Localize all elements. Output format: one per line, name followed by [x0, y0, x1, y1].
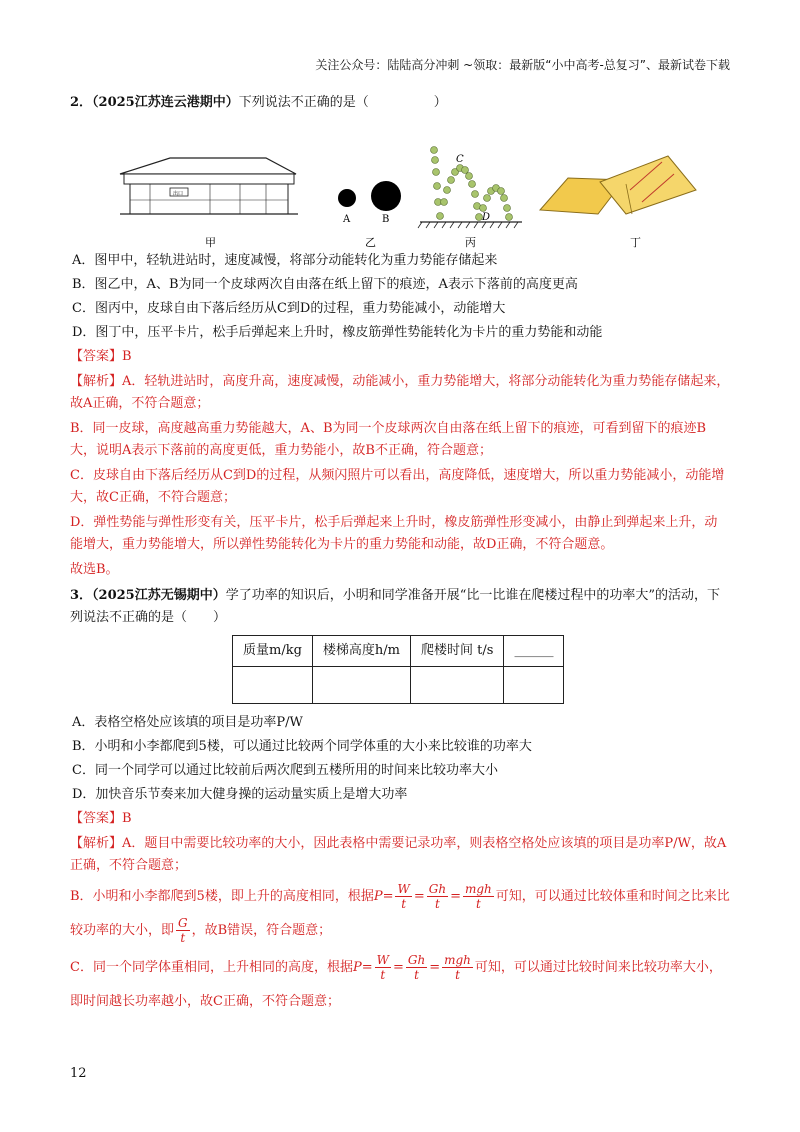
question-2-stem — [70, 92, 730, 114]
figure-jia-station — [120, 158, 298, 214]
table-header-mass: 质量m/kg — [233, 636, 313, 667]
record-table — [232, 635, 564, 704]
fraction-num: Gh — [407, 953, 426, 967]
q3-analysis-c-pre: C．同一个同学体重相同，上升相同的高度，根据 — [70, 960, 353, 975]
fraction-den: t — [455, 968, 460, 982]
q2-option-c: C．图丙中，皮球自由下落后经历从C到D的过程，重力势能减小，动能增大 — [72, 301, 506, 316]
q3-option-c: C．同一个同学可以通过比较前后两次爬到五楼所用的时间来比较功率大小 — [72, 763, 498, 778]
question-2-source: （2025江苏连云港期中） — [92, 95, 239, 110]
q2-option-a: A．图甲中，轻轨进站时，速度减慢，将部分动能转化为重力势能存储起来 — [72, 253, 498, 268]
fraction-den: t — [434, 897, 440, 911]
figure-ding-card — [540, 156, 696, 214]
q3-option-b: B．小明和小李都爬到5楼，可以通过比较两个同学体重的大小来比较谁的功率大 — [72, 739, 532, 754]
table-cell — [504, 667, 564, 704]
q2-analysis-a — [70, 371, 730, 415]
page-header: 关注公众号：陆陆高分冲刺 ~领取：最新版“小中高考-总复习”、最新试卷下载 — [315, 58, 730, 72]
q3-analysis-tag: 【解析】 — [70, 836, 123, 851]
ball-mark-a-label: A — [343, 214, 351, 225]
fraction-gh-t — [427, 882, 448, 911]
q2-option-d: D．图丁中，压平卡片，松手后弹起来上升时，橡皮筋弹性势能转化为卡片的重力势能和动能 — [72, 325, 603, 340]
question-3-number: 3． — [70, 588, 93, 603]
table-cell — [411, 667, 504, 704]
q2-analysis-d: D．弹性势能与弹性形变有关，压平卡片，松手后弹起来上升时，橡皮筋弹性形变减小，由静止到弹起来上升，动能增大，重力势能增大，所以弹性势能转化为卡片的重力势能和动能，故D正确，不符合题意。 — [70, 515, 718, 552]
q3-analysis-b-post: ，故B错误，符合题意； — [191, 923, 332, 938]
q2-analysis-c: C．皮球自由下落后经历从C到D的过程，从频闪照片可以看出，高度降低，速度增大，所以重力势能减小，动能增大，故C正确，不符合题意； — [70, 468, 725, 505]
q2-analysis-a-text: A．轻轨进站时，高度升高，速度减慢，动能减小，重力势能增大，将部分动能转化为重力势能存储起来，故A正确，不符合题意； — [70, 374, 730, 411]
fraction-den: t — [475, 897, 481, 911]
formula-eq: = — [361, 960, 373, 975]
fraction-num: mgh — [464, 882, 492, 896]
fraction-mgh-t — [442, 953, 473, 982]
q3-analysis-c — [70, 951, 730, 1019]
question-2-text: 下列说法不正确的是（ ） — [238, 95, 447, 110]
q3-analysis-b — [70, 880, 730, 948]
point-d-label: D — [482, 212, 491, 223]
fraction-w-t — [395, 882, 411, 911]
q3-analysis-c-post: 可知，可以通过比较时间来比较功率大小，即时间越长功率越小，故C正确，不符合题意； — [70, 960, 722, 1009]
fraction-w-t — [375, 953, 391, 982]
fraction-den: t — [380, 968, 386, 982]
figure-label-yi: 乙 — [365, 236, 376, 248]
fraction-num: G — [178, 916, 188, 930]
ball-mark-b-label: B — [382, 214, 390, 225]
formula-eq: = — [382, 889, 394, 904]
formula-p: P — [352, 960, 362, 975]
fraction-g-t — [176, 916, 190, 945]
formula-eq: = — [413, 889, 425, 904]
fraction-gh-t — [406, 953, 427, 982]
table-header-height: 楼梯高度h/m — [312, 636, 410, 667]
formula-eq: = — [429, 960, 441, 975]
fraction-num: Gh — [428, 882, 447, 896]
formula-eq: = — [392, 960, 404, 975]
table-header-time: 爬楼时间 t/s — [411, 636, 504, 667]
q3-option-a: A．表格空格处应该填的项目是功率P/W — [72, 715, 303, 730]
figure-bing-bouncing-ball — [431, 147, 513, 221]
q3-option-d: D．加快音乐节奏来加大健身操的运动量实质上是增大功率 — [72, 787, 408, 802]
fraction-num: W — [397, 882, 410, 896]
q2-answer: 【答案】B — [70, 349, 132, 364]
fraction-num: mgh — [444, 953, 471, 967]
figure-label-jia: 甲 — [205, 236, 216, 248]
fraction-den: t — [180, 931, 186, 945]
figures-svg — [70, 118, 730, 248]
fraction-num: W — [376, 953, 389, 967]
question-2-number: 2． — [70, 95, 93, 110]
fraction-den: t — [401, 897, 407, 911]
formula-p: P — [373, 889, 383, 904]
figure-label-ding: 丁 — [630, 236, 641, 248]
station-sign: 出口 — [173, 191, 184, 197]
fraction-den: t — [414, 968, 419, 982]
fraction-mgh-t — [463, 882, 494, 911]
point-c-label: C — [456, 154, 464, 165]
question-2-figures — [70, 118, 730, 248]
formula-eq: = — [450, 889, 461, 904]
question-3-source: （2025江苏无锡期中） — [92, 588, 226, 603]
page-number: 12 — [70, 1066, 87, 1081]
question-3-text: 学了功率的知识后，小明和同学准备开展“比一比谁在爬楼过程中的功率大”的活动，下列说法不正确的是（ ） — [70, 588, 721, 625]
page-content — [70, 92, 730, 1022]
q3-analysis-b-mid: 可知，可以通过比较体重和时间之比来比较功率的大小，即 — [70, 889, 730, 938]
ground-hatch — [418, 222, 518, 228]
table-cell — [233, 667, 313, 704]
q3-analysis-b-pre: B．小明和小李都爬到5楼，即上升的高度相同，根据 — [70, 889, 374, 904]
q2-conclusion: 故选B。 — [70, 562, 119, 577]
ball-mark-a — [338, 189, 356, 207]
q2-option-b: B．图乙中，A、B为同一个皮球两次自由落在纸上留下的痕迹，A表示下落前的高度更高 — [72, 277, 578, 292]
q3-answer: 【答案】B — [70, 811, 132, 826]
table-cell — [312, 667, 410, 704]
table-header-blank: ______ — [504, 636, 564, 667]
figure-label-bing: 丙 — [465, 236, 476, 248]
q3-analysis-a — [70, 833, 730, 877]
q2-analysis-tag: 【解析】 — [70, 374, 123, 389]
question-3-stem — [70, 585, 730, 629]
q3-analysis-a-text: A．题目中需要比较功率的大小，因此表格中需要记录功率，则表格空格处应该填的项目是功率P/W，故A正确，不符合题意； — [70, 836, 727, 873]
ball-mark-b — [371, 181, 401, 211]
q2-analysis-b: B．同一皮球，高度越高重力势能越大，A、B为同一个皮球两次自由落在纸上留下的痕迹，可看到留下的痕迹B大，说明A表示下落前的高度更低，重力势能小，故B不正确，符合题意； — [70, 421, 707, 458]
